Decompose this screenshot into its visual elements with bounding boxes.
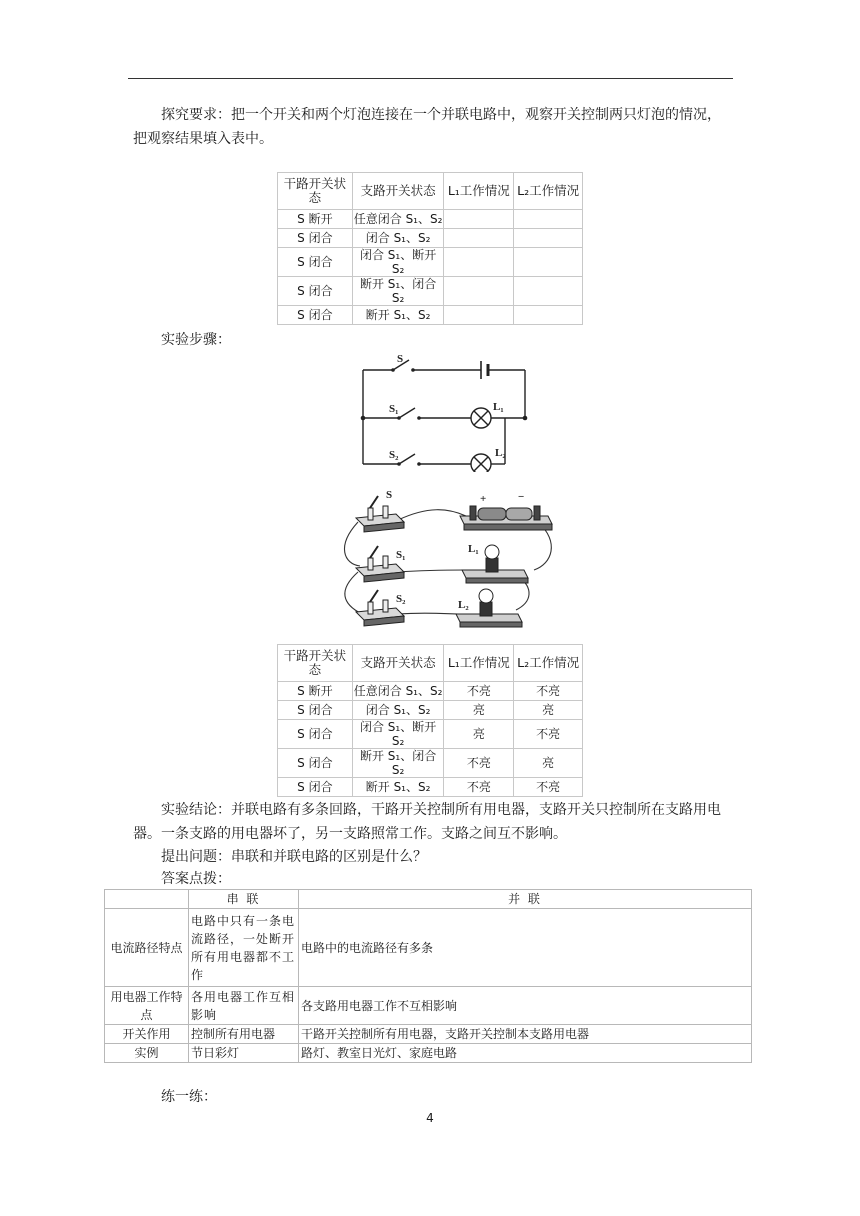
cell: 任意闭合 S₁、S₂ bbox=[352, 682, 444, 701]
cell: 断开 S₁、S₂ bbox=[352, 306, 444, 325]
table-header-row bbox=[105, 890, 752, 909]
label-l2: L₂ bbox=[495, 447, 506, 459]
cell: 断开 S₁、闭合 S₂ bbox=[352, 277, 444, 306]
illus-label-l2: L₂ bbox=[458, 599, 469, 611]
header-cell: 干路开关状态 bbox=[278, 645, 353, 682]
table-row bbox=[278, 210, 583, 229]
label-l1: L₁ bbox=[493, 401, 504, 413]
table-row bbox=[278, 229, 583, 248]
cell: S 闭合 bbox=[278, 248, 353, 277]
cell: 闭合 S₁、S₂ bbox=[352, 701, 444, 720]
wiring-illustration bbox=[338, 486, 558, 636]
cell: 亮 bbox=[444, 720, 514, 749]
cell: 不亮 bbox=[514, 720, 583, 749]
cell: 闭合 S₁、断开 S₂ bbox=[352, 720, 444, 749]
circuit-schematic bbox=[355, 352, 535, 472]
label-s1: S₁ bbox=[389, 403, 399, 415]
cell bbox=[514, 229, 583, 248]
table-row bbox=[278, 277, 583, 306]
cell: 不亮 bbox=[444, 749, 514, 778]
header-cell: 支路开关状态 bbox=[352, 645, 444, 682]
cell: 断开 S₁、S₂ bbox=[352, 778, 444, 797]
cell bbox=[514, 277, 583, 306]
series-cell: 各用电器工作互相影响 bbox=[189, 987, 299, 1025]
illus-label-l1: L₁ bbox=[468, 543, 479, 555]
cell bbox=[444, 248, 514, 277]
table-row bbox=[278, 749, 583, 778]
cell bbox=[514, 306, 583, 325]
illus-label-s: S bbox=[386, 489, 393, 501]
cell: 闭合 S₁、S₂ bbox=[352, 229, 444, 248]
table-row bbox=[278, 682, 583, 701]
header-cell: L₁工作情况 bbox=[444, 645, 514, 682]
cell: 闭合 S₁、断开 S₂ bbox=[352, 248, 444, 277]
intro-paragraph: 探究要求：把一个开关和两个灯泡连接在一个并联电路中，观察开关控制两只灯泡的情况，把观察结果填入表中。 bbox=[133, 107, 721, 147]
cell: S 闭合 bbox=[278, 720, 353, 749]
illus-label-s2: S₂ bbox=[396, 593, 406, 605]
header-cell: L₂工作情况 bbox=[514, 173, 583, 210]
row-label: 用电器工作特点 bbox=[105, 987, 189, 1025]
series-cell: 控制所有用电器 bbox=[189, 1025, 299, 1044]
cell bbox=[444, 210, 514, 229]
cell bbox=[514, 210, 583, 229]
header-cell: L₁工作情况 bbox=[444, 173, 514, 210]
practice-label: 练一练： bbox=[161, 1089, 217, 1105]
table-row bbox=[105, 1025, 752, 1044]
page-number: 4 bbox=[426, 1111, 434, 1125]
steps-label: 实验步骤： bbox=[161, 332, 231, 348]
table-row bbox=[278, 720, 583, 749]
cell: S 闭合 bbox=[278, 229, 353, 248]
header-cell bbox=[105, 890, 189, 909]
parallel-cell: 电路中的电流路径有多条 bbox=[299, 909, 752, 987]
row-label: 开关作用 bbox=[105, 1025, 189, 1044]
cell bbox=[444, 229, 514, 248]
conclusion-paragraph: 实验结论：并联电路有多条回路，干路开关控制所有用电器，支路开关只控制所在支路用电器。一条支路的用电器坏了，另一支路照常工作。支路之间互不影响。 bbox=[133, 802, 721, 842]
table-header-row bbox=[278, 173, 583, 210]
cell: 亮 bbox=[514, 701, 583, 720]
label-s: S bbox=[397, 353, 404, 365]
cell: 不亮 bbox=[444, 778, 514, 797]
cell bbox=[444, 306, 514, 325]
table-row bbox=[278, 778, 583, 797]
parallel-cell: 路灯、教室日光灯、家庭电路 bbox=[299, 1044, 752, 1063]
label-s2: S₂ bbox=[389, 449, 399, 461]
table-row bbox=[105, 1044, 752, 1063]
header-rule bbox=[128, 78, 733, 79]
cell: 任意闭合 S₁、S₂ bbox=[352, 210, 444, 229]
cell: S 闭合 bbox=[278, 701, 353, 720]
battery-minus: − bbox=[518, 491, 525, 503]
illus-label-s1: S₁ bbox=[396, 549, 406, 561]
header-cell: 支路开关状态 bbox=[352, 173, 444, 210]
battery-plus: + bbox=[480, 493, 487, 505]
cell bbox=[514, 248, 583, 277]
cell: 不亮 bbox=[514, 778, 583, 797]
cell: 亮 bbox=[514, 749, 583, 778]
series-cell: 电路中只有一条电流路径，一处断开所有用电器都不工作 bbox=[189, 909, 299, 987]
question-paragraph: 提出问题：串联和并联电路的区别是什么？ bbox=[161, 849, 427, 865]
row-label: 实例 bbox=[105, 1044, 189, 1063]
series-cell: 节日彩灯 bbox=[189, 1044, 299, 1063]
series-parallel-comparison-table bbox=[104, 889, 752, 1063]
cell: 断开 S₁、闭合 S₂ bbox=[352, 749, 444, 778]
cell: 不亮 bbox=[444, 682, 514, 701]
parallel-cell: 各支路用电器工作不互相影响 bbox=[299, 987, 752, 1025]
header-parallel: 并 联 bbox=[299, 890, 752, 909]
parallel-cell: 干路开关控制所有用电器，支路开关控制本支路用电器 bbox=[299, 1025, 752, 1044]
table-row bbox=[278, 306, 583, 325]
table-row bbox=[278, 701, 583, 720]
table-row bbox=[105, 909, 752, 987]
cell: S 断开 bbox=[278, 682, 353, 701]
cell: S 闭合 bbox=[278, 306, 353, 325]
header-cell: 干路开关状态 bbox=[278, 173, 353, 210]
cell: 不亮 bbox=[514, 682, 583, 701]
header-series: 串 联 bbox=[189, 890, 299, 909]
cell: S 断开 bbox=[278, 210, 353, 229]
observation-table-filled bbox=[277, 644, 583, 797]
observation-table-empty bbox=[277, 172, 583, 325]
answer-label: 答案点拨： bbox=[161, 871, 231, 887]
row-label: 电流路径特点 bbox=[105, 909, 189, 987]
header-cell: L₂工作情况 bbox=[514, 645, 583, 682]
table-row bbox=[105, 987, 752, 1025]
cell: S 闭合 bbox=[278, 749, 353, 778]
cell: S 闭合 bbox=[278, 277, 353, 306]
table-row bbox=[278, 248, 583, 277]
cell bbox=[444, 277, 514, 306]
table-header-row bbox=[278, 645, 583, 682]
cell: 亮 bbox=[444, 701, 514, 720]
cell: S 闭合 bbox=[278, 778, 353, 797]
